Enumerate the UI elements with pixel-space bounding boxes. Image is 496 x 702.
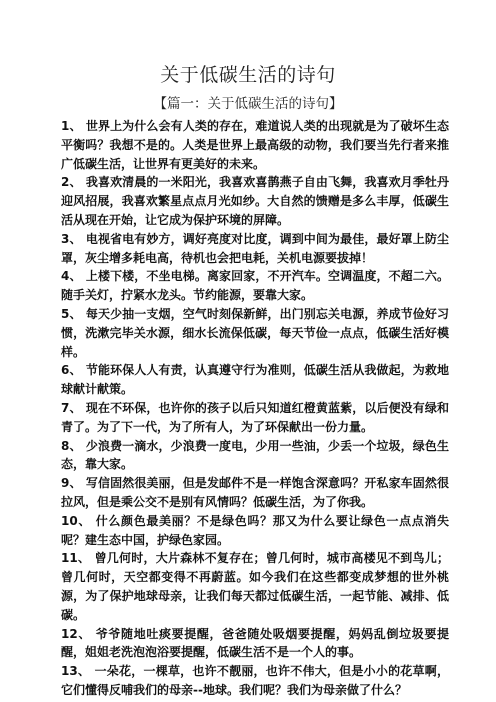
paragraph-8: 8、 少浪费一滴水，少浪费一度电，少用一些油，少丢一个垃圾，绿色生态，靠大家。 xyxy=(61,438,449,472)
paragraph-11: 11、 曾几何时，大片森林不复存在；曾几何时，城市高楼见不到鸟儿；曾几何时，天空都变得不再蔚蓝。如今我们在这些都变成梦想的世外桃源，为了保护地球母亲，让我们每天都过低碳生活，一起节能、减排、低碳。 xyxy=(61,551,449,622)
section-heading: 【篇一：关于低碳生活的诗句】 xyxy=(153,96,343,112)
paragraph-1: 1、 世界上为什么会有人类的存在，难道说人类的出现就是为了破坏生态平衡吗？我想不是的。人类是世界上最高级的动物，我们要当先行者来推广低碳生活，让世界有更美好的未来。 xyxy=(61,119,449,171)
paragraph-12: 12、 爷爷随地吐痰要提醒，爸爸随处吸烟要提醒，妈妈乱倒垃圾要提醒，姐姐老洗泡泡浴要提醒，低碳生活不是一个人的事。 xyxy=(61,626,449,660)
paragraph-5: 5、 每天少抽一支烟，空气时刻保新鲜，出门别忘关电源，养成节俭好习惯，洗漱完毕关水源，细水长流保低碳，每天节俭一点点，低碳生活好模样。 xyxy=(61,306,449,359)
paragraph-4: 4、 上楼下楼，不坐电梯。离家回家，不开汽车。空调温度，不超二六。随手关灯，拧紧水龙头。节约能源，要靠大家。 xyxy=(61,269,449,303)
paragraph-7: 7、 现在不环保，也许你的孩子以后只知道红橙黄蓝紫，以后便没有绿和青了。为了下一代，为了所有人，为了环保献出一份力量。 xyxy=(61,400,449,434)
paragraph-13: 13、 一朵花，一棵草，也许不靓丽，也许不伟大，但是小小的花草啊，它们懂得反哺我们的母亲--地球。我们呢？我们为母亲做了什么？ xyxy=(61,664,449,697)
paragraph-3: 3、 电视省电有妙方，调好亮度对比度，调到中间为最佳，最好罩上防尘罩，灰尘增多耗电高，待机也会把电耗，关机电源要拔掉！ xyxy=(61,231,449,265)
paragraph-9: 9、 写信固然很美丽，但是发邮件不是一样饱含深意吗？开私家车固然很拉风，但是乘公交不是别有风情吗？低碳生活，为了你我。 xyxy=(61,476,449,509)
page-title: 关于低碳生活的诗句 xyxy=(160,64,336,86)
paragraph-10: 10、 什么颜色最美丽？不是绿色吗？那又为什么要让绿色一点点消失呢？建生态中国，护绿色家园。 xyxy=(61,513,449,547)
paragraph-6: 6、 节能环保人人有责，认真遵守行为准则，低碳生活从我做起，为救地球献计献策。 xyxy=(61,363,449,397)
poem-list xyxy=(61,117,449,700)
paragraph-2: 2、 我喜欢清晨的一米阳光，我喜欢喜鹊燕子自由飞舞，我喜欢月季牡丹迎风招展，我喜欢繁星点点月光如纱。大自然的馈赠是多么丰厚，低碳生活从现在开始，让它成为保护环境的屏障。 xyxy=(61,175,449,227)
